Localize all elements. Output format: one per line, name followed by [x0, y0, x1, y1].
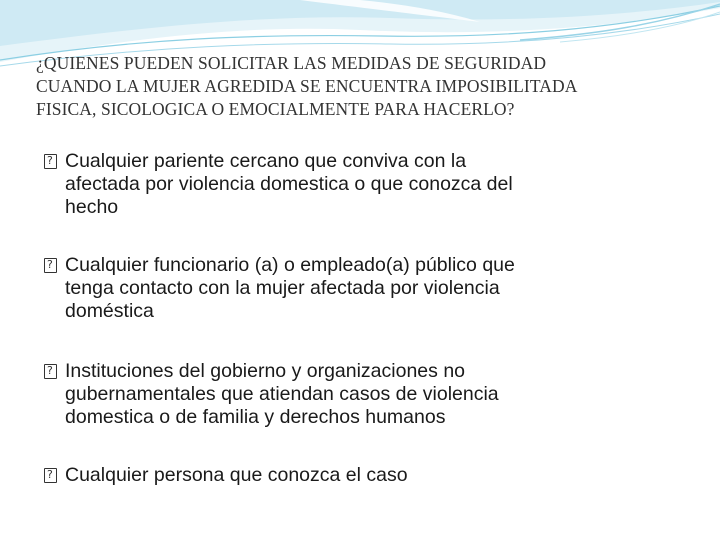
bullet-item-public-employee — [44, 254, 684, 323]
bullet-text-line: Instituciones del gobierno y organizaciones no — [65, 360, 466, 382]
bullet-text-line: Cualquier funcionario (a) o empleado(a) público que — [65, 254, 515, 276]
bullet-text-line: tenga contacto con la mujer afectada por violencia — [65, 277, 500, 299]
bullet-text-line: Cualquier pariente cercano que conviva con la — [65, 150, 467, 172]
bullet-item-any-person — [44, 464, 684, 487]
bullet-text-line: Cualquier persona que conozca el caso — [65, 464, 408, 486]
bullet-list — [44, 150, 684, 487]
bullet-text-line: doméstica — [65, 300, 154, 322]
missing-glyph-box-icon — [44, 154, 57, 169]
slide-title-line-2: CUANDO LA MUJER AGREDIDA SE ENCUENTRA IMPOSIBILITADA — [36, 76, 578, 96]
bullet-text-line: afectada por violencia domestica o que conozca del — [65, 173, 513, 195]
missing-glyph-box-icon — [44, 468, 57, 483]
bullet-text-line: gubernamentales que atiendan casos de violencia — [65, 383, 499, 405]
bullet-item-relative — [44, 150, 684, 219]
slide-title-line-3: FISICA, SICOLOGICA O EMOCIALMENTE PARA HACERLO? — [36, 99, 515, 119]
bullet-text-line: domestica o de familia y derechos humanos — [65, 406, 446, 428]
missing-glyph-box-icon — [44, 258, 57, 273]
missing-glyph-box-icon — [44, 364, 57, 379]
bullet-item-institutions — [44, 360, 684, 429]
bullet-text-line: hecho — [65, 196, 119, 218]
slide-title-line-1: ¿QUIENES PUEDEN SOLICITAR LAS MEDIDAS DE SEGURIDAD — [36, 53, 547, 73]
slide-title — [36, 52, 686, 121]
